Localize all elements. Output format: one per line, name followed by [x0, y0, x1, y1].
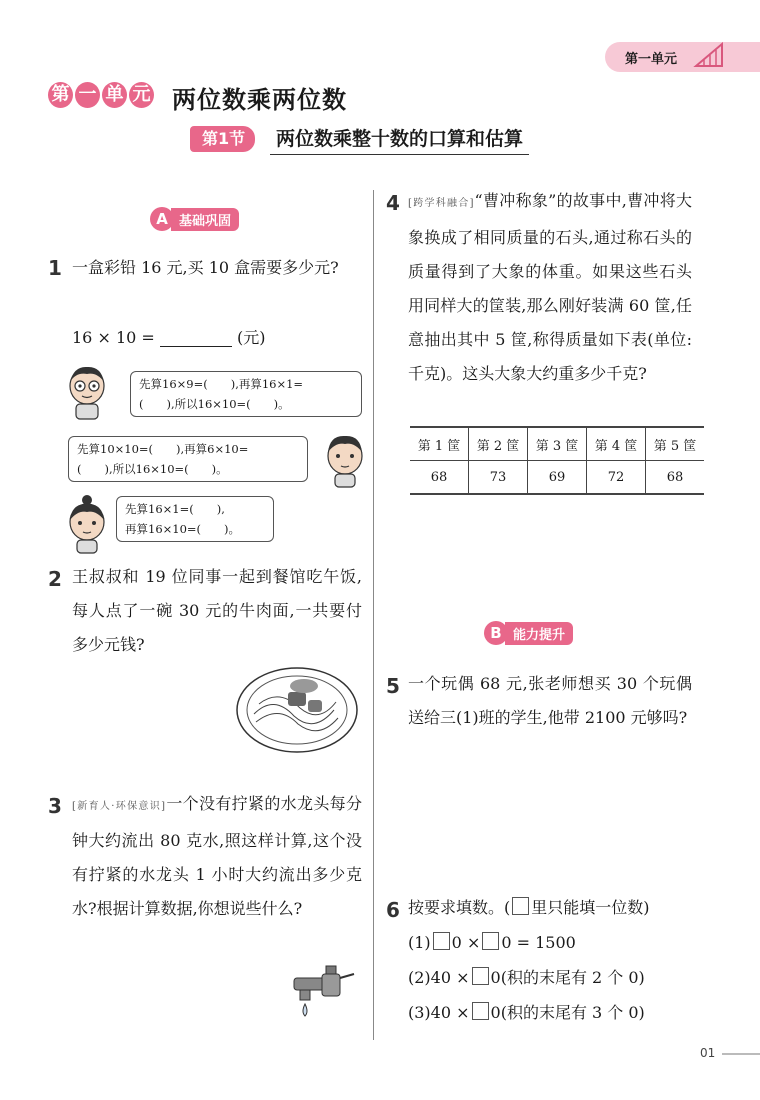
hint-bubble-3: [116, 496, 274, 542]
section-badge: 第1节: [190, 126, 255, 152]
answer-blank[interactable]: [160, 326, 232, 347]
table-row: [410, 461, 704, 495]
ruler-triangle-icon: [692, 40, 726, 68]
table-cell: 68: [646, 461, 705, 495]
q6-part-end: 0(积的末尾有 3 个 0): [490, 1003, 645, 1022]
q6-part-label: (3)40 ×: [408, 1003, 470, 1022]
table-header-cell: 第 1 筐: [410, 427, 469, 461]
level-b-letter: B: [484, 621, 508, 645]
noodle-bowl-image: [234, 664, 360, 754]
question-number: 4: [386, 191, 400, 215]
level-a-badge: [150, 207, 239, 231]
q6-intro-after: 里只能填一位数): [531, 898, 650, 917]
q6-part-3: [408, 996, 645, 1030]
column-divider: [373, 190, 374, 1040]
q1-equation-left: 16 × 10 =: [72, 328, 155, 347]
level-a-letter: A: [150, 207, 174, 231]
unit-badge-char: 元: [129, 82, 154, 108]
footer-line: [722, 1053, 760, 1055]
digit-box-icon: [512, 897, 529, 915]
q6-part-mid: 0 ×: [451, 933, 481, 952]
table-header-cell: 第 2 筐: [469, 427, 528, 461]
q6-part-1: [408, 926, 576, 960]
q1-equation: [72, 321, 372, 355]
digit-box[interactable]: [472, 967, 489, 985]
q1-equation-unit: (元): [236, 328, 266, 347]
boy-avatar: [322, 432, 368, 488]
table-cell: 72: [587, 461, 646, 495]
question-tag: [新育人·环保意识]: [72, 801, 166, 812]
q6-intro-before: 按要求填数。(: [408, 898, 511, 917]
table-header-cell: 第 4 筐: [587, 427, 646, 461]
question-body: 一个没有拧紧的水龙头每分钟大约流出 80 克水,照这样计算,这个没有拧紧的水龙头 1 小时大约流出多少克水?根据计算数据,你想说些什么?: [72, 794, 362, 918]
q6-part-end: 0 = 1500: [501, 933, 576, 952]
question-body: “曹冲称象”的故事中,曹冲将大象换成了相同质量的石头,通过称石头的质量得到了大象的体重。如果这些石头用同样大的筐装,那么刚好装满 60 筐,任意抽出其中 5 筐,称得质量如下表(单位:千克)。这头大象大约重多少千克?: [408, 191, 692, 383]
q6-part-label: (2)40 ×: [408, 968, 470, 987]
question-text: 一个玩偶 68 元,张老师想买 30 个玩偶送给三(1)班的学生,他带 2100 元够吗?: [408, 674, 692, 727]
bubble-line: 先算16×9=( ),再算16×1=: [139, 377, 304, 391]
faucet-image: [286, 964, 360, 1024]
table-header-cell: 第 3 筐: [528, 427, 587, 461]
unit-badge: [48, 82, 154, 108]
unit-badge-char: 第: [48, 82, 73, 108]
bubble-line: 再算16×10=( )。: [125, 522, 241, 536]
question-text: [72, 787, 362, 926]
question-number: 2: [48, 567, 62, 591]
girl-avatar: [64, 494, 110, 554]
question-number: 3: [48, 794, 62, 818]
question-text: 王叔叔和 19 位同事一起到餐馆吃午饭,每人点了一碗 30 元的牛肉面,一共要付多少元钱?: [72, 567, 362, 654]
boy-glasses-avatar: [64, 364, 110, 420]
page-title: 两位数乘两位数: [172, 86, 347, 114]
table-header-cell: 第 5 筐: [646, 427, 705, 461]
q6-part-end: 0(积的末尾有 2 个 0): [490, 968, 645, 987]
table-cell: 69: [528, 461, 587, 495]
table-cell: 68: [410, 461, 469, 495]
level-a-name: 基础巩固: [171, 208, 239, 231]
question-text: 一盒彩铅 16 元,买 10 盒需要多少元?: [72, 258, 339, 277]
question-number: 6: [386, 898, 400, 922]
hint-bubble-2: [68, 436, 308, 482]
page-number: 01: [700, 1046, 716, 1060]
question-tag: [跨学科融合]: [408, 198, 475, 209]
table-header-row: [410, 427, 704, 461]
question-text: [408, 184, 692, 391]
table-cell: 73: [469, 461, 528, 495]
unit-tab-label: 第一单元: [625, 52, 678, 67]
digit-box[interactable]: [433, 932, 450, 950]
bubble-line: 先算10×10=( ),再算6×10=: [77, 442, 249, 456]
section-title: 两位数乘整十数的口算和估算: [270, 124, 529, 155]
hint-bubble-1: [130, 371, 362, 417]
unit-badge-char: 单: [102, 82, 127, 108]
digit-box[interactable]: [472, 1002, 489, 1020]
question-number: 5: [386, 674, 400, 698]
bubble-line: ( ),所以16×10=( )。: [139, 397, 290, 411]
q6-part-2: [408, 961, 645, 995]
level-b-badge: [484, 621, 573, 645]
unit-badge-char: 一: [75, 82, 100, 108]
question-text: [408, 891, 708, 925]
digit-box[interactable]: [482, 932, 499, 950]
q6-part-label: (1): [408, 933, 431, 952]
bubble-line: 先算16×1=( ),: [125, 502, 225, 516]
level-b-name: 能力提升: [505, 622, 573, 645]
question-number: 1: [48, 256, 62, 280]
bubble-line: ( ),所以16×10=( )。: [77, 462, 228, 476]
weight-table: [410, 426, 704, 495]
